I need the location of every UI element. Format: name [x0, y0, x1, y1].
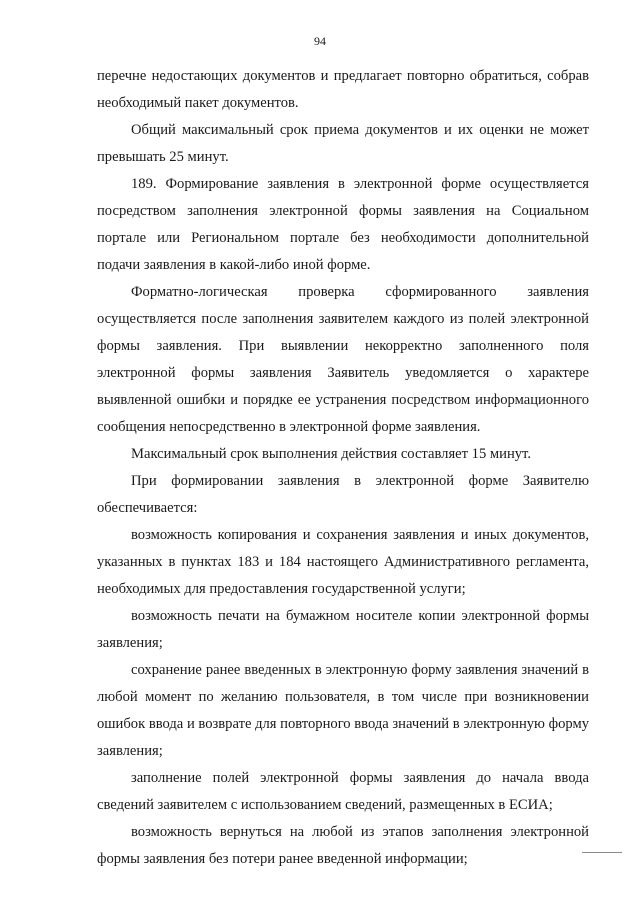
document-body	[97, 63, 589, 873]
list-item-print: возможность печати на бумажном носителе копии электронной формы заявления;	[97, 608, 589, 651]
list-item-save-values: сохранение ранее введенных в электронную форму заявления значений в любой момент по желанию пользователя, в том числе при возникновении ошибок ввода и возврате для повторного ввода значений в электронную форму заявления;	[97, 662, 589, 759]
paragraph-continuation: перечне недостающих документов и предлагает повторно обратиться, собрав необходимый пакет документов.	[97, 68, 589, 111]
list-item-return-step: возможность вернуться на любой из этапов заполнения электронной формы заявления без потери ранее введенной информации;	[97, 824, 589, 867]
list-item-prefill-esia: заполнение полей электронной формы заявления до начала ввода сведений заявителем с использованием сведений, размещенных в ЕСИА;	[97, 770, 589, 813]
paragraph-format-check: Форматно-логическая проверка сформированного заявления осуществляется после заполнения заявителем каждого из полей электронной формы заявления. При выявлении некорректно заполненного поля электронной формы заявления Заявитель уведомляется о характере выявленной ошибки и порядке ее устранения посредством информационного сообщения непосредственно в электронной форме заявления.	[97, 284, 589, 435]
page-number: 94	[314, 34, 326, 48]
paragraph-max-term-action: Максимальный срок выполнения действия составляет 15 минут.	[131, 446, 531, 462]
list-item-copy-save: возможность копирования и сохранения заявления и иных документов, указанных в пунктах 183 и 184 настоящего Административного регламента, необходимых для предоставления государственной услуги;	[97, 527, 589, 597]
paragraph-max-term-acceptance: Общий максимальный срок приема документов и их оценки не может превышать 25 минут.	[97, 122, 589, 165]
paragraph-provided-features-intro: При формировании заявления в электронной форме Заявителю обеспечивается:	[97, 473, 589, 516]
scan-artifact-line	[582, 852, 622, 853]
paragraph-189: 189. Формирование заявления в электронной форме осуществляется посредством заполнения электронной формы заявления на Социальном портале или Региональном портале без необходимости дополнительной подачи заявления в какой-либо иной форме.	[97, 176, 589, 273]
